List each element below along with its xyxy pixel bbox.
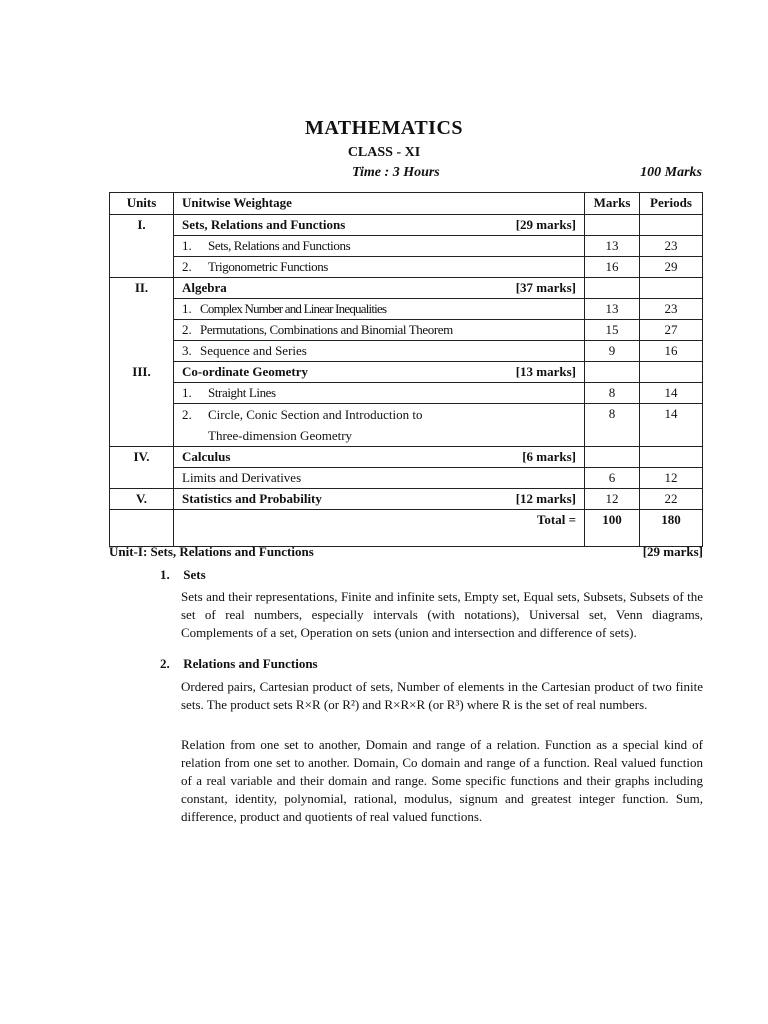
- unit-heading: [109, 544, 703, 560]
- unit-title: Calculus: [182, 449, 231, 464]
- topic-name: Sequence and Series: [200, 343, 307, 358]
- table-row: [110, 468, 703, 489]
- class-label: CLASS - XI: [347, 145, 421, 160]
- topic-name: Circle, Conic Section and Introduction to: [208, 407, 423, 422]
- unit-cell: [110, 236, 174, 257]
- topic-name: Trigonometric Functions: [208, 259, 328, 274]
- marks-cell: 13: [585, 299, 640, 320]
- table-row: [110, 489, 703, 510]
- topic-name: Sets, Relations and Functions: [208, 238, 351, 253]
- table-row: [110, 404, 703, 447]
- exam-time: Time : 3 Hours: [352, 165, 440, 180]
- marks-cell: 8: [585, 404, 640, 447]
- topic-cell: [174, 468, 585, 489]
- section-paragraph: Ordered pairs, Cartesian product of sets, Number of elements in the Cartesian product of two finite sets. The product sets R×R (or R²) and R×R×R (or R³) where R is the set of real numbers.: [181, 679, 703, 712]
- header-periods: Periods: [640, 193, 703, 215]
- unit-title-cell: [174, 278, 585, 299]
- unit-cell: [110, 257, 174, 278]
- marks-cell: [585, 362, 640, 383]
- marks-cell: 8: [585, 383, 640, 404]
- unit-title: Sets, Relations and Functions: [182, 217, 346, 232]
- section-num: 2.: [160, 656, 170, 671]
- max-marks: 100 Marks: [640, 165, 702, 180]
- table-row: [110, 257, 703, 278]
- section-heading: [160, 567, 206, 583]
- topic-cell: [174, 341, 585, 362]
- periods-cell: 16: [640, 341, 703, 362]
- table-row: [110, 447, 703, 468]
- header-units: Units: [110, 193, 174, 215]
- marks-cell: 6: [585, 468, 640, 489]
- marks-cell: 16: [585, 257, 640, 278]
- topic-name-cont: Three-dimension Geometry: [208, 428, 353, 443]
- section-title: Sets: [183, 567, 206, 582]
- unit-numeral: V.: [110, 489, 174, 510]
- unit-weight: [12 marks]: [515, 491, 576, 506]
- marks-cell: 9: [585, 341, 640, 362]
- periods-cell: 27: [640, 320, 703, 341]
- page-title: MATHEMATICS: [304, 117, 464, 139]
- topic-num: 2.: [182, 259, 192, 274]
- unit-weight: [37 marks]: [515, 280, 576, 295]
- topic-cell: [174, 257, 585, 278]
- table-row: [110, 299, 703, 320]
- topic-cell: [174, 320, 585, 341]
- unit-cell: [110, 320, 174, 341]
- unit-cell: [110, 299, 174, 320]
- unit-weight: [13 marks]: [515, 364, 576, 379]
- unit-title: Algebra: [182, 280, 227, 295]
- topic-cell: [174, 383, 585, 404]
- table-row: [110, 278, 703, 299]
- unit-numeral: I.: [110, 215, 174, 236]
- section-paragraph: Relation from one set to another, Domain and range of a relation. Function as a special kind of relation from one set to another. Domain, Co domain and range of a function. Real valued function of a real variable and their domain and range. Some specific functions and their graphs including constant, identity, polynomial, rational, modulus, signum and greatest integer function. Sum, difference, product and quotients of real valued functions.: [181, 737, 703, 824]
- marks-cell: 13: [585, 236, 640, 257]
- unit-title-cell: [174, 362, 585, 383]
- unit-numeral: IV.: [110, 447, 174, 468]
- topic-num: 1.: [182, 385, 192, 400]
- periods-cell: 14: [640, 404, 703, 447]
- unit-title: Co-ordinate Geometry: [182, 364, 308, 379]
- marks-cell: [585, 278, 640, 299]
- marks-cell: 15: [585, 320, 640, 341]
- topic-name: Straight Lines: [208, 385, 276, 400]
- unit-weight: [6 marks]: [522, 449, 576, 464]
- unit-cell: [110, 383, 174, 404]
- table-row: [110, 362, 703, 383]
- periods-cell: 22: [640, 489, 703, 510]
- topic-cell: [174, 236, 585, 257]
- unit-title-cell: [174, 215, 585, 236]
- topic-name: Limits and Derivatives: [182, 470, 302, 485]
- marks-cell: [585, 447, 640, 468]
- periods-cell: [640, 278, 703, 299]
- unit-title: Statistics and Probability: [182, 491, 322, 506]
- unit-title-cell: [174, 489, 585, 510]
- total-row: [110, 510, 703, 547]
- periods-cell: [640, 362, 703, 383]
- topic-name: Permutations, Combinations and Binomial Theorem: [200, 322, 453, 337]
- periods-cell: [640, 215, 703, 236]
- total-marks: 100: [585, 510, 640, 547]
- topic-num: 1.: [182, 238, 192, 253]
- periods-cell: 12: [640, 468, 703, 489]
- unit-cell: [110, 404, 174, 447]
- unit-weight: [29 marks]: [515, 217, 576, 232]
- unit-numeral: III.: [110, 362, 174, 383]
- marks-cell: [585, 215, 640, 236]
- periods-cell: 23: [640, 236, 703, 257]
- topic-num: 2.: [182, 322, 192, 337]
- periods-cell: 29: [640, 257, 703, 278]
- total-label: Total =: [174, 510, 585, 547]
- topic-name: Complex Number and Linear Inequalities: [200, 301, 387, 316]
- unit-title-cell: [174, 447, 585, 468]
- table-row: [110, 320, 703, 341]
- marks-cell: 12: [585, 489, 640, 510]
- unit-heading-title: Unit-I: Sets, Relations and Functions: [109, 544, 314, 559]
- table-row: [110, 383, 703, 404]
- table-row: [110, 215, 703, 236]
- periods-cell: 23: [640, 299, 703, 320]
- section-paragraph: Sets and their representations, Finite and infinite sets, Empty set, Equal sets, Subsets, Subsets of the set of real numbers, especially intervals (with notations), Universal set, Venn diagrams, Complements of a set, Operation on sets (union and intersection and difference of sets).: [181, 589, 703, 640]
- unit-numeral: II.: [110, 278, 174, 299]
- section-num: 1.: [160, 567, 170, 582]
- table-row: [110, 341, 703, 362]
- periods-cell: [640, 447, 703, 468]
- unit-cell: [110, 468, 174, 489]
- table-row: [110, 236, 703, 257]
- topic-num: 3.: [182, 343, 192, 358]
- header-marks: Marks: [585, 193, 640, 215]
- unit-cell: [110, 510, 174, 547]
- syllabus-table: [109, 192, 703, 547]
- unit-heading-weight: [29 marks]: [642, 544, 703, 559]
- section-heading: [160, 656, 318, 672]
- header-weightage: Unitwise Weightage: [174, 193, 585, 215]
- total-periods: 180: [640, 510, 703, 547]
- topic-cell: [174, 299, 585, 320]
- topic-num: 2.: [182, 407, 192, 422]
- periods-cell: 14: [640, 383, 703, 404]
- topic-num: 1.: [182, 301, 192, 316]
- section-title: Relations and Functions: [183, 656, 318, 671]
- table-header-row: [110, 193, 703, 215]
- unit-cell: [110, 341, 174, 362]
- topic-cell: [174, 404, 585, 447]
